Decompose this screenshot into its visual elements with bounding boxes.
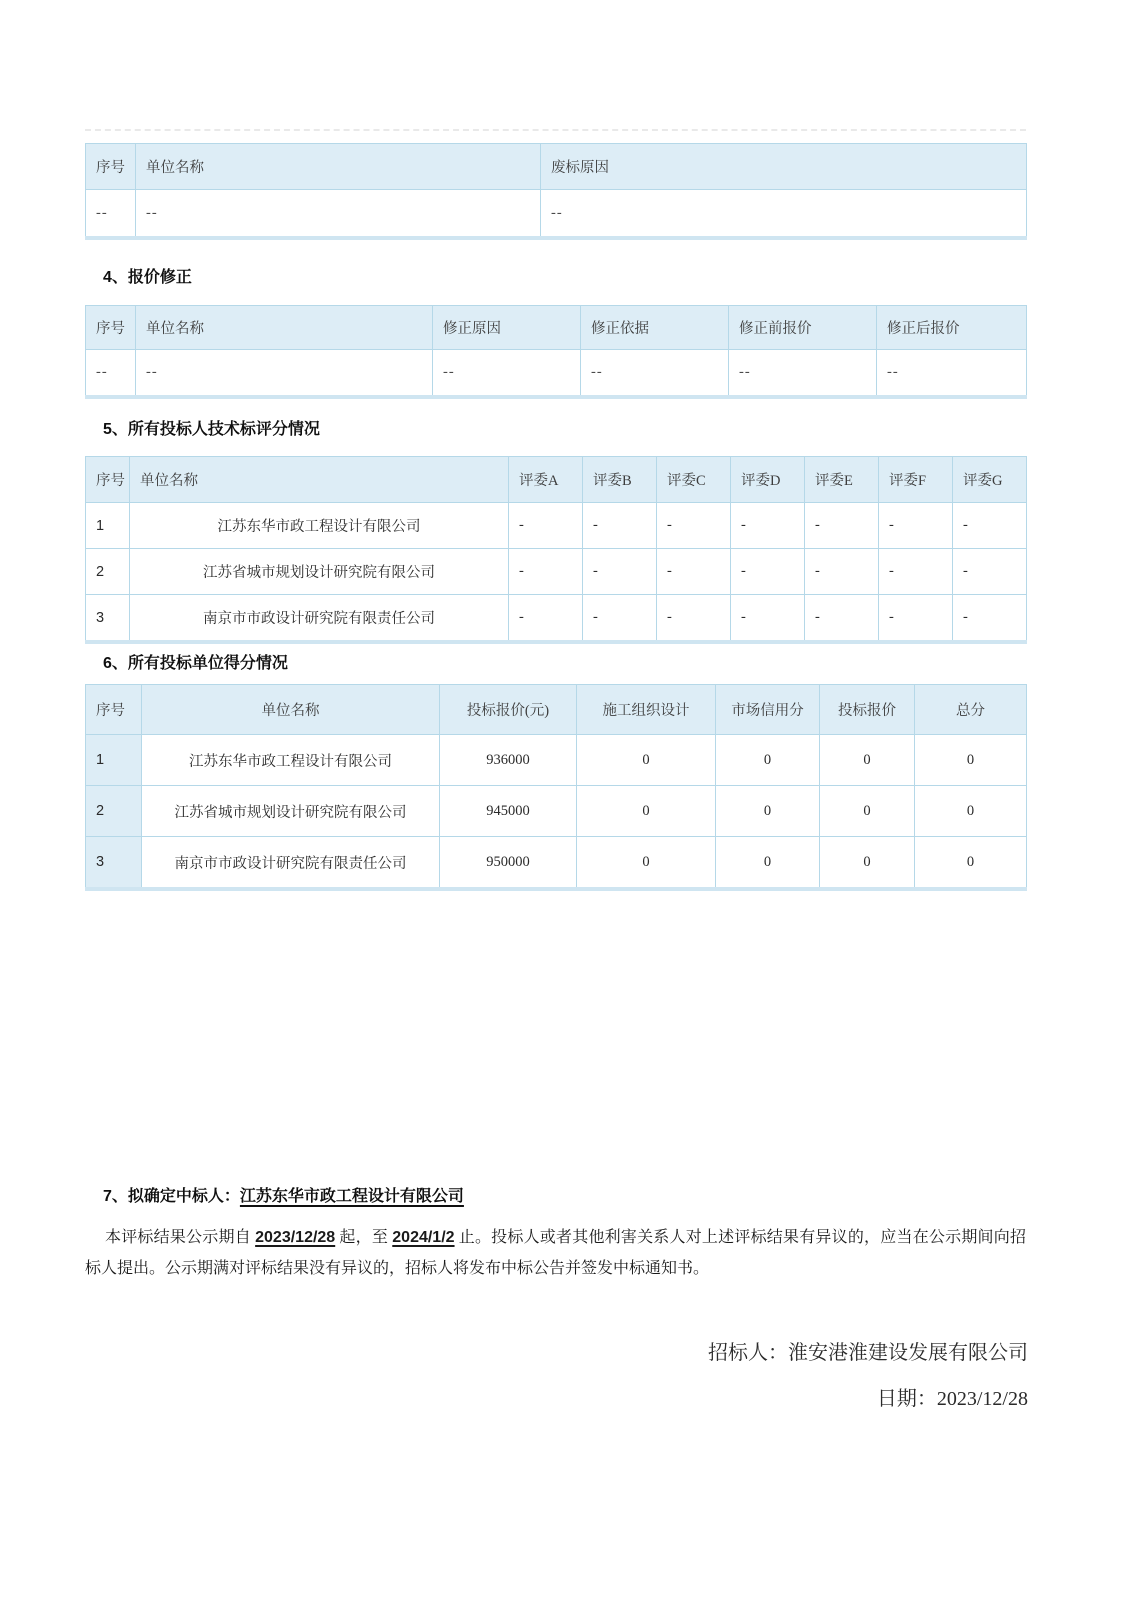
column-header: 评委E [805, 457, 879, 503]
column-header: 序号 [86, 144, 136, 190]
table-row [86, 837, 1027, 890]
column-header: 评委D [731, 457, 805, 503]
table-cell: 2 [86, 549, 130, 595]
invalid-bids-table [85, 143, 1027, 240]
tenderer-line [708, 1336, 1028, 1365]
table-cell: - [731, 503, 805, 549]
score-cell: 0 [820, 837, 915, 890]
table-cell: 1 [86, 503, 130, 549]
table-cell: -- [877, 350, 1027, 398]
score-cell: 0 [820, 735, 915, 786]
section-6-title: 6、所有投标单位得分情况 [103, 655, 288, 672]
table-row [86, 350, 1027, 398]
date-value: 2023/12/28 [936, 1388, 1028, 1410]
table-cell: - [879, 549, 953, 595]
table-cell: 1 [86, 735, 142, 786]
bidder-name-cell: 江苏东华市政工程设计有限公司 [142, 735, 440, 786]
bid-price-cell: 936000 [440, 735, 577, 786]
table-header-row [86, 685, 1027, 735]
table-row [86, 190, 1027, 239]
table-cell: 2 [86, 786, 142, 837]
column-header: 施工组织设计 [577, 685, 716, 735]
unit-scores-table [85, 684, 1027, 891]
table-cell: - [509, 503, 583, 549]
table-row [86, 595, 1027, 643]
notice-text: 起，至 [335, 1229, 393, 1246]
table-cell: 3 [86, 837, 142, 890]
score-cell: 0 [716, 786, 820, 837]
bidder-name-cell: 南京市市政设计研究院有限责任公司 [130, 595, 509, 643]
table-cell: -- [86, 190, 136, 239]
column-header: 评委A [509, 457, 583, 503]
column-header: 投标报价(元) [440, 685, 577, 735]
table-cell: - [953, 549, 1027, 595]
section-4-title: 4、报价修正 [103, 269, 192, 286]
table-cell: - [805, 595, 879, 643]
score-cell: 0 [716, 837, 820, 890]
column-header: 废标原因 [541, 144, 1027, 190]
bid-price-cell: 950000 [440, 837, 577, 890]
table-cell: 3 [86, 595, 130, 643]
clipped-previous-table-rule [85, 129, 1026, 131]
table-cell: -- [433, 350, 581, 398]
score-cell: 0 [915, 786, 1027, 837]
bidder-name-cell: 江苏省城市规划设计研究院有限公司 [142, 786, 440, 837]
table-header-row [86, 144, 1027, 190]
column-header: 单位名称 [142, 685, 440, 735]
column-header: 单位名称 [130, 457, 509, 503]
date-line [877, 1382, 1028, 1411]
table-cell: - [509, 549, 583, 595]
table-cell: - [953, 503, 1027, 549]
table-header-row [86, 457, 1027, 503]
table-cell: -- [541, 190, 1027, 239]
score-cell: 0 [577, 786, 716, 837]
column-header: 修正前报价 [729, 306, 877, 350]
table-cell: - [657, 503, 731, 549]
score-cell: 0 [915, 837, 1027, 890]
table-cell: - [509, 595, 583, 643]
winner-name: 江苏东华市政工程设计有限公司 [239, 1188, 464, 1205]
table-cell: -- [86, 350, 136, 398]
tenderer-label: 招标人： [708, 1342, 788, 1364]
table-cell: - [731, 549, 805, 595]
table-cell: - [583, 595, 657, 643]
table-cell: - [805, 503, 879, 549]
bidder-name-cell: 江苏省城市规划设计研究院有限公司 [130, 549, 509, 595]
bidder-name-cell: 江苏东华市政工程设计有限公司 [130, 503, 509, 549]
column-header: 评委G [953, 457, 1027, 503]
table-cell: -- [581, 350, 729, 398]
table-cell: -- [136, 190, 541, 239]
section-5-title: 5、所有投标人技术标评分情况 [103, 421, 320, 438]
section-7-title [103, 1183, 464, 1206]
column-header: 评委C [657, 457, 731, 503]
score-cell: 0 [915, 735, 1027, 786]
notice-text: 止。投标人或者其他利害关系人对上述评标结果有异议的，应当在公示期间向招标人提出。公示期满对评标结果没有异议的，招标人将发布中标公告并签发中标通知书。 [85, 1229, 1026, 1277]
table-cell: - [805, 549, 879, 595]
column-header: 修正后报价 [877, 306, 1027, 350]
column-header: 市场信用分 [716, 685, 820, 735]
table-row [86, 549, 1027, 595]
tech-scores-table [85, 456, 1027, 644]
table-cell: -- [136, 350, 433, 398]
table-cell: - [879, 595, 953, 643]
table-cell: - [657, 549, 731, 595]
publicity-notice-paragraph [85, 1222, 1026, 1284]
column-header: 总分 [915, 685, 1027, 735]
table-cell: - [731, 595, 805, 643]
winner-label: 7、拟确定中标人： [103, 1188, 240, 1205]
price-correction-table [85, 305, 1027, 399]
column-header: 评委B [583, 457, 657, 503]
tenderer-name: 淮安港淮建设发展有限公司 [788, 1342, 1028, 1364]
table-cell: - [583, 549, 657, 595]
column-header: 单位名称 [136, 144, 541, 190]
column-header: 修正原因 [433, 306, 581, 350]
table-cell: -- [729, 350, 877, 398]
column-header: 投标报价 [820, 685, 915, 735]
score-cell: 0 [820, 786, 915, 837]
bidder-name-cell: 南京市市政设计研究院有限责任公司 [142, 837, 440, 890]
table-cell: - [879, 503, 953, 549]
column-header: 单位名称 [136, 306, 433, 350]
table-row [86, 503, 1027, 549]
publicity-start-date: 2023/12/28 [255, 1229, 336, 1246]
notice-text: 本评标结果公示期自 [105, 1229, 256, 1246]
column-header: 序号 [86, 685, 142, 735]
table-header-row [86, 306, 1027, 350]
score-cell: 0 [577, 735, 716, 786]
column-header: 序号 [86, 306, 136, 350]
bid-price-cell: 945000 [440, 786, 577, 837]
table-cell: - [583, 503, 657, 549]
publicity-end-date: 2024/1/2 [392, 1229, 455, 1246]
column-header: 评委F [879, 457, 953, 503]
score-cell: 0 [716, 735, 820, 786]
date-label: 日期： [876, 1388, 937, 1410]
table-cell: - [657, 595, 731, 643]
score-cell: 0 [577, 837, 716, 890]
table-row [86, 786, 1027, 837]
column-header: 序号 [86, 457, 130, 503]
table-cell: - [953, 595, 1027, 643]
table-row [86, 735, 1027, 786]
column-header: 修正依据 [581, 306, 729, 350]
